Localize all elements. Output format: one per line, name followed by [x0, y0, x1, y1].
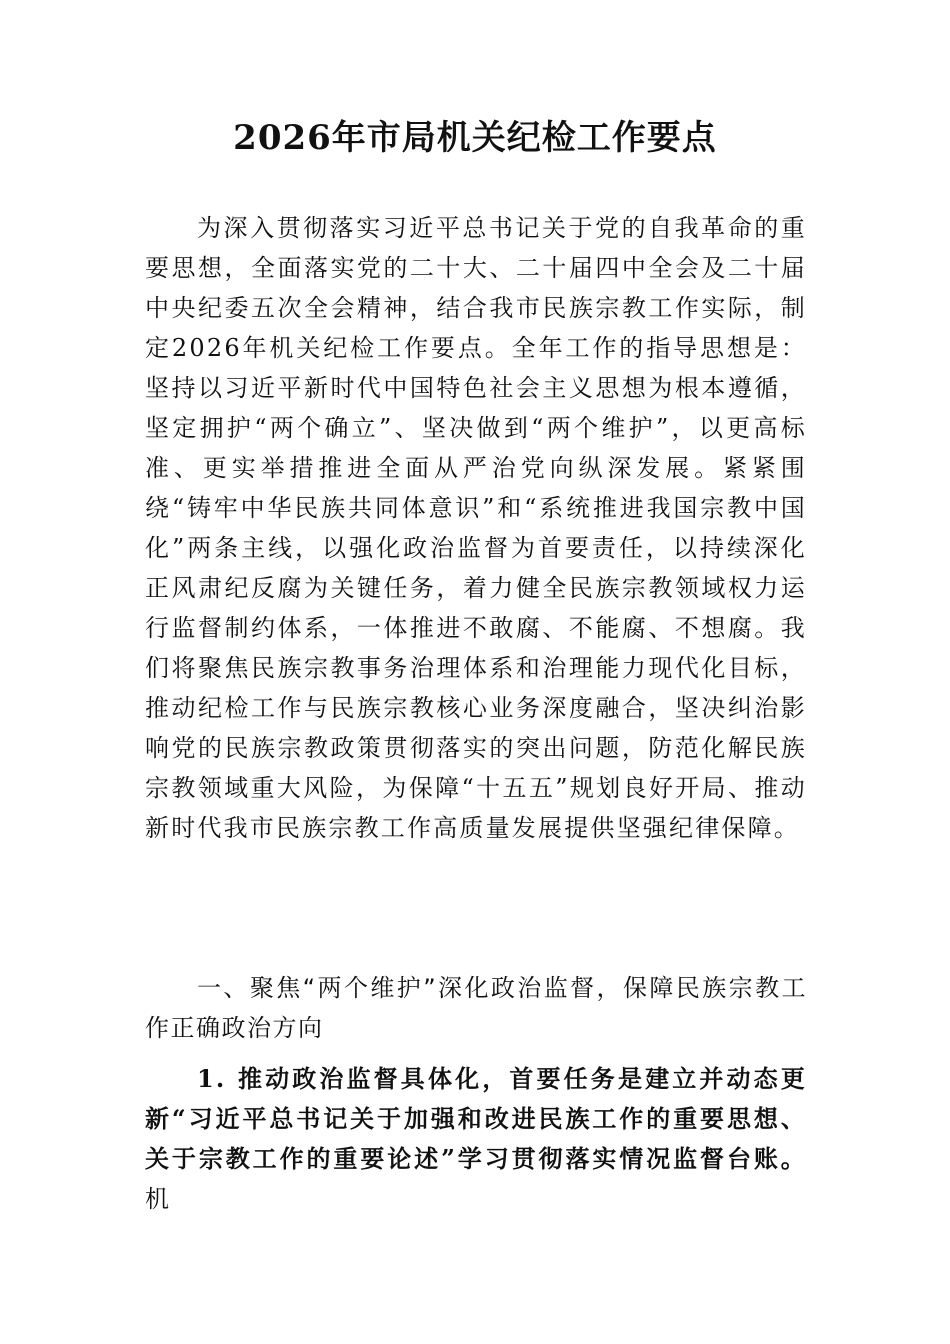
item-1-continuation-text: 机	[145, 1185, 172, 1213]
section-heading-1: 一、聚焦“两个维护”深化政治监督，保障民族宗教工作正确政治方向	[145, 974, 807, 1042]
intro-paragraph: 为深入贯彻落实习近平总书记关于党的自我革命的重要思想，全面落实党的二十大、二十届四中全会及二十届中央纪委五次全会精神，结合我市民族宗教工作实际，制定2026年机关纪检工作要点。全年工作的指导思想是：坚持以习近平新时代中国特色社会主义思想为根本遵循，坚定拥护“两个确立”、坚决做到“两个维护”，以更高标准、更实举措推进全面从严治党向纵深发展。紧紧围绕“铸牢中华民族共同体意识”和“系统推进我国宗教中国化”两条主线，以强化政治监督为首要责任，以持续深化正风肃纪反腐为关键任务，着力健全民族宗教领域权力运行监督制约体系，一体推进不敢腐、不能腐、不想腐。我们将聚焦民族宗教事务治理体系和治理能力现代化目标，推动纪检工作与民族宗教核心业务深度融合，坚决纠治影响党的民族宗教政策贯彻落实的突出问题，防范化解民族宗教领域重大风险，为保障“十五五”规划良好开局、推动新时代我市民族宗教工作高质量发展提供坚强纪律保障。	[145, 214, 807, 842]
document-title: 2026年市局机关纪检工作要点	[233, 118, 717, 158]
item-1-paragraph	[145, 1059, 807, 1219]
item-1-bold-text: 1. 推动政治监督具体化，首要任务是建立并动态更新“习近平总书记关于加强和改进民族工作的重要思想、关于宗教工作的重要论述”学习贯彻落实情况监督台账。	[145, 1064, 807, 1173]
